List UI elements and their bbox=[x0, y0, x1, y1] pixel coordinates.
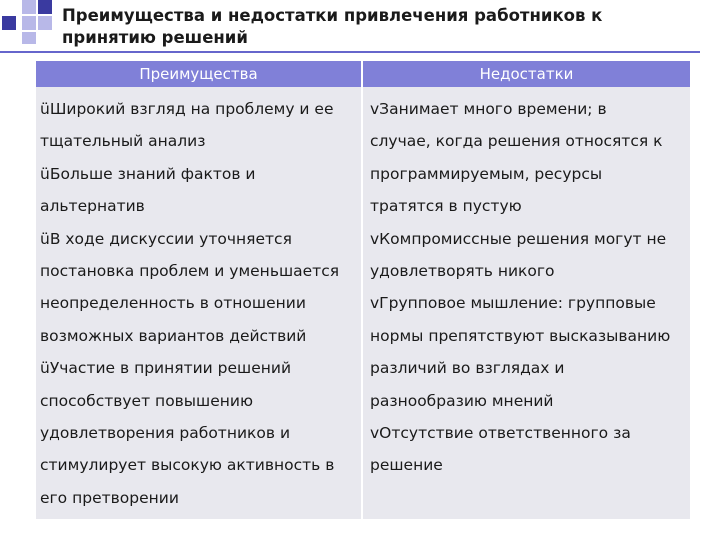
header-advantages: Преимущества bbox=[36, 61, 361, 87]
advantage-line: тщательный анализ bbox=[40, 132, 206, 151]
advantage-line: üУчастие в принятии решений bbox=[40, 359, 292, 378]
title-divider bbox=[0, 51, 700, 53]
disadvantage-line: vКомпромиссные решения могут не bbox=[370, 229, 667, 248]
disadvantage-line: удовлетворять никого bbox=[370, 262, 555, 281]
disadvantage-line: решение bbox=[370, 456, 443, 475]
disadvantage-line: vЗанимает много времени; в bbox=[370, 100, 607, 118]
advantage-line: удовлетворения работников и bbox=[40, 424, 291, 443]
disadvantage-line: случае, когда решения относятся к bbox=[370, 132, 663, 151]
advantage-line: üШирокий взгляд на проблему и ее bbox=[40, 100, 334, 118]
advantage-line: постановка проблем и уменьшается bbox=[40, 262, 340, 281]
comparison-table bbox=[36, 61, 690, 519]
page-title-line-2: принятию решений bbox=[62, 28, 248, 47]
disadvantage-line: разнообразию мнений bbox=[370, 391, 554, 410]
disadvantage-line: vГрупповое мышление: групповые bbox=[370, 294, 656, 313]
advantage-line: неопределенность в отношении bbox=[40, 294, 306, 313]
page-title-line-1: Преимущества и недостатки привлечения работников к bbox=[62, 6, 603, 25]
advantage-line: üВ ходе дискуссии уточняется bbox=[40, 229, 292, 248]
disadvantage-line: различий во взглядах и bbox=[370, 359, 565, 378]
advantage-line: его претворении bbox=[40, 488, 179, 507]
disadvantage-line: vОтсутствие ответственного за bbox=[370, 424, 631, 443]
disadvantage-line: тратятся в пустую bbox=[370, 197, 522, 216]
disadvantage-line: программируемым, ресурсы bbox=[370, 164, 603, 183]
header-disadvantages: Недостатки bbox=[363, 61, 690, 87]
column-divider bbox=[361, 61, 363, 519]
disadvantages-column bbox=[370, 93, 690, 482]
advantage-line: стимулирует высокую активность в bbox=[40, 456, 335, 475]
advantage-line: возможных вариантов действий bbox=[40, 326, 307, 345]
advantage-line: üБольше знаний фактов и bbox=[40, 164, 256, 183]
advantage-line: альтернатив bbox=[40, 197, 145, 216]
advantage-line: способствует повышению bbox=[40, 391, 254, 410]
page-title bbox=[62, 5, 702, 49]
advantages-column bbox=[40, 93, 358, 514]
disadvantage-line: нормы препятствуют высказыванию bbox=[370, 326, 671, 345]
